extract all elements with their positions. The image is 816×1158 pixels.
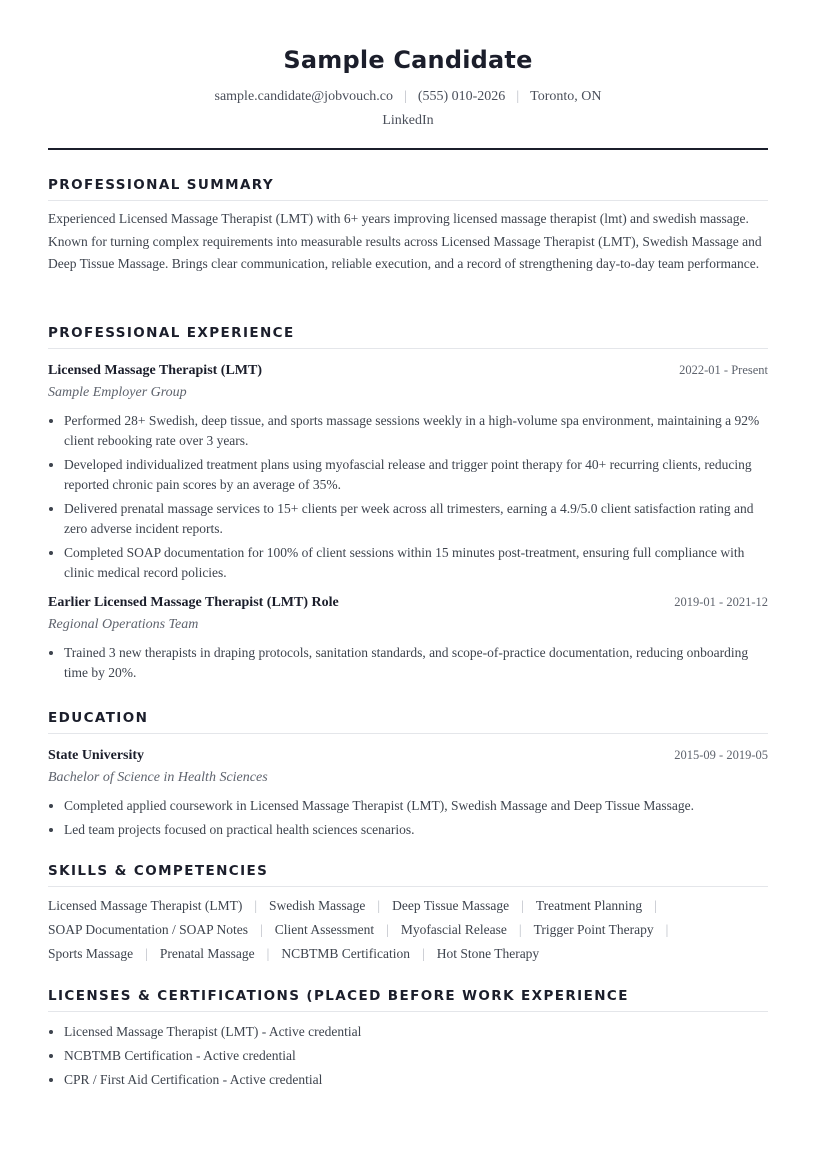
list-item: Trained 3 new therapists in draping protocols, sanitation standards, and scope-of-practice documentation, reducing onboarding time by 20%. bbox=[48, 643, 768, 683]
list-item: NCBTMB Certification - Active credential bbox=[48, 1046, 768, 1066]
skill-item: Sports Massage bbox=[48, 946, 134, 961]
separator: | bbox=[404, 89, 407, 104]
skills-row bbox=[48, 942, 768, 966]
education-section bbox=[48, 709, 768, 844]
separator: | bbox=[386, 922, 389, 937]
summary-section bbox=[48, 176, 768, 276]
skill-item: NCBTMB Certification bbox=[281, 946, 410, 961]
skill-item: Hot Stone Therapy bbox=[436, 946, 540, 961]
job-header bbox=[48, 595, 768, 615]
degree: Bachelor of Science in Health Sciences bbox=[48, 770, 268, 785]
skills-list bbox=[48, 894, 768, 966]
section-title: LICENSES & CERTIFICATIONS (PLACED BEFORE WORK EXPERIENCE bbox=[48, 988, 629, 1004]
job-dates: 2019-01 - 2021-12 bbox=[674, 595, 768, 609]
header-divider bbox=[48, 148, 768, 150]
skill-item: SOAP Documentation / SOAP Notes bbox=[48, 922, 249, 937]
job-entry bbox=[48, 363, 768, 583]
licenses-list bbox=[48, 1022, 768, 1090]
separator: | bbox=[654, 898, 657, 913]
section-divider bbox=[48, 348, 768, 349]
email[interactable]: sample.candidate@jobvouch.co bbox=[214, 89, 393, 104]
job-dates: 2022-01 - Present bbox=[679, 363, 768, 377]
job-entry bbox=[48, 595, 768, 683]
job-org: Sample Employer Group bbox=[48, 385, 187, 400]
separator: | bbox=[521, 898, 524, 913]
school-name: State University bbox=[48, 748, 145, 763]
education-bullets bbox=[48, 796, 768, 840]
section-title: SKILLS & COMPETENCIES bbox=[48, 863, 269, 879]
skill-item: Licensed Massage Therapist (LMT) bbox=[48, 898, 243, 913]
skill-item: Myofascial Release bbox=[400, 922, 507, 937]
summary-text: Experienced Licensed Massage Therapist (LMT) with 6+ years improving licensed massage therapist (lmt) and swedish massage. Known for turning complex requirements into measurable results across Licensed Massage Therapist (LMT), Swedish Massage and Deep Tissue Massage. Brings clear communication, reliable execution, and a record of strengthening day-to-day team performance. bbox=[48, 211, 762, 272]
licenses-section bbox=[48, 987, 768, 1094]
separator: | bbox=[260, 922, 263, 937]
section-divider bbox=[48, 200, 768, 201]
job-bullets bbox=[48, 643, 768, 683]
candidate-name: Sample Candidate bbox=[283, 46, 533, 74]
skill-item: Treatment Planning bbox=[535, 898, 643, 913]
section-divider bbox=[48, 886, 768, 887]
list-item: Completed SOAP documentation for 100% of client sessions within 15 minutes post-treatment, ensuring full compliance with clinic medical record policies. bbox=[48, 543, 768, 583]
list-item: CPR / First Aid Certification - Active credential bbox=[48, 1070, 768, 1090]
skills-row bbox=[48, 918, 768, 942]
section-title: EDUCATION bbox=[48, 710, 149, 726]
linkedin-line bbox=[48, 113, 768, 129]
skill-item: Swedish Massage bbox=[269, 898, 366, 913]
experience-section bbox=[48, 324, 768, 687]
section-title: PROFESSIONAL SUMMARY bbox=[48, 177, 275, 193]
separator: | bbox=[665, 922, 669, 937]
education-header bbox=[48, 748, 768, 768]
separator: | bbox=[266, 946, 270, 961]
separator: | bbox=[377, 898, 381, 913]
separator: | bbox=[145, 946, 148, 961]
education-entry bbox=[48, 748, 768, 840]
skill-item: Deep Tissue Massage bbox=[392, 898, 510, 913]
separator: | bbox=[422, 946, 425, 961]
section-divider bbox=[48, 1011, 768, 1012]
list-item: Led team projects focused on practical health sciences scenarios. bbox=[48, 820, 768, 840]
linkedin-link[interactable]: LinkedIn bbox=[382, 113, 434, 128]
job-header bbox=[48, 363, 768, 383]
skill-item: Client Assessment bbox=[274, 922, 375, 937]
phone: (555) 010-2026 bbox=[417, 89, 506, 104]
skill-item: Prenatal Massage bbox=[159, 946, 255, 961]
job-bullets bbox=[48, 411, 768, 583]
job-title: Licensed Massage Therapist (LMT) bbox=[48, 363, 263, 378]
job-org: Regional Operations Team bbox=[48, 617, 199, 632]
list-item: Developed individualized treatment plans using myofascial release and trigger point therapy for 40+ recurring clients, reducing reported chronic pain scores by an average of 35%. bbox=[48, 455, 768, 495]
job-title: Earlier Licensed Massage Therapist (LMT) Role bbox=[48, 595, 339, 610]
list-item: Delivered prenatal massage services to 15+ clients per week across all trimesters, earning a 4.9/5.0 client satisfaction rating and zero adverse incident reports. bbox=[48, 499, 768, 539]
list-item: Licensed Massage Therapist (LMT) - Active credential bbox=[48, 1022, 768, 1042]
section-divider bbox=[48, 733, 768, 734]
skills-row bbox=[48, 894, 768, 918]
separator: | bbox=[516, 89, 520, 104]
skill-item: Trigger Point Therapy bbox=[533, 922, 654, 937]
skills-section bbox=[48, 862, 768, 966]
list-item: Completed applied coursework in Licensed Massage Therapist (LMT), Swedish Massage and Deep Tissue Massage. bbox=[48, 796, 768, 816]
contact-line bbox=[48, 89, 768, 105]
list-item: Performed 28+ Swedish, deep tissue, and sports massage sessions weekly in a high-volume spa environment, maintaining a 92% client rebooking rate over 3 years. bbox=[48, 411, 768, 451]
section-title: PROFESSIONAL EXPERIENCE bbox=[48, 325, 295, 341]
education-dates: 2015-09 - 2019-05 bbox=[674, 748, 768, 762]
separator: | bbox=[254, 898, 258, 913]
separator: | bbox=[518, 922, 522, 937]
location: Toronto, ON bbox=[530, 89, 602, 104]
